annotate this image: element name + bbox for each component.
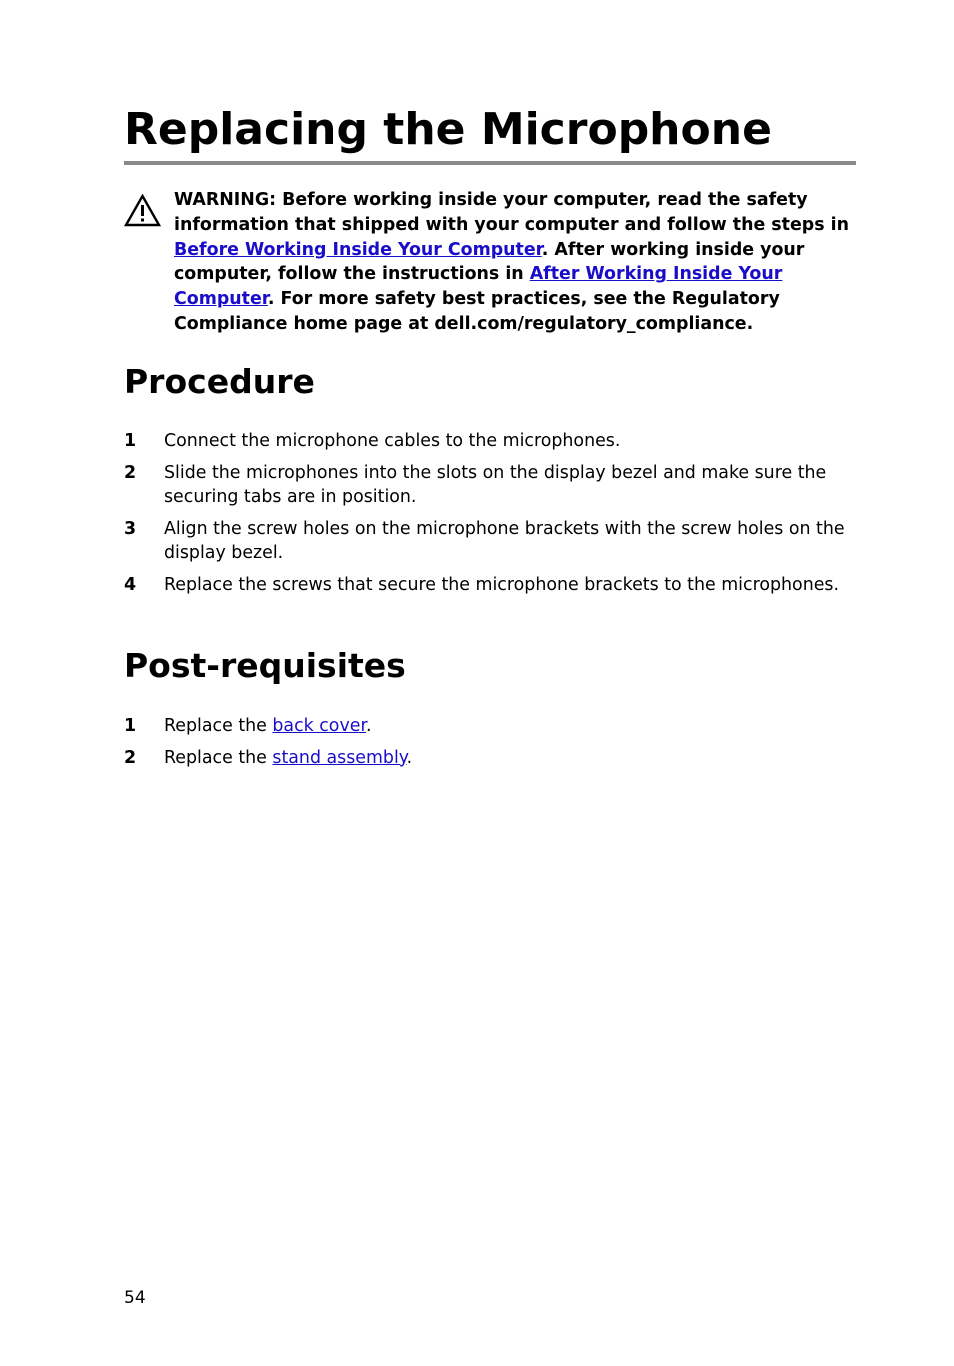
list-item [124,573,856,598]
step-text: Connect the microphone cables to the microphones. [164,431,621,451]
warning-text [174,188,856,337]
step-number: 3 [124,518,137,539]
list-item [124,746,856,771]
list-item [124,461,856,510]
after-working-link[interactable]: After Working Inside Your Computer [174,264,783,310]
list-item [124,517,856,566]
warning-text-part2: . After working inside your computer, follow the instructions in [174,239,805,285]
warning-text-part1: WARNING: Before working inside your computer, read the safety information that shipped with your computer and follow the steps in [174,190,849,235]
step-text-suffix: . [406,747,413,768]
before-working-link[interactable]: Before Working Inside Your Computer [174,239,542,260]
step-text-prefix: Replace the [164,716,273,736]
step-number: 1 [124,431,137,451]
step-number: 4 [124,574,137,595]
document-page [124,0,856,1366]
warning-triangle-icon [124,194,161,227]
step-text-suffix: . [366,716,372,736]
page-title: Replacing the Microphone [124,101,856,165]
procedure-heading: Procedure [124,362,315,401]
page-number: 54 [124,1288,146,1308]
stand-assembly-link[interactable]: stand assembly [272,747,407,768]
back-cover-link[interactable]: back cover [272,716,366,736]
list-item [124,714,856,739]
procedure-steps-list [124,429,856,604]
step-text: Align the screw holes on the microphone brackets with the screw holes on the display bezel. [164,518,845,563]
post-requisites-steps-list [124,714,856,777]
step-text: Replace the screws that secure the microphone brackets to the microphones. [164,574,839,595]
step-number: 2 [124,747,137,768]
warning-text-part3: . For more safety best practices, see the Regulatory Compliance home page at dell.com/regulatory_compliance. [174,289,780,334]
step-text: Slide the microphones into the slots on the display bezel and make sure the securing tabs are in position. [164,462,827,507]
post-requisites-heading: Post-requisites [124,646,406,685]
step-number: 1 [124,716,137,736]
step-number: 2 [124,462,137,483]
list-item [124,429,856,454]
step-text-prefix: Replace the [164,747,273,768]
warning-note [124,188,856,337]
